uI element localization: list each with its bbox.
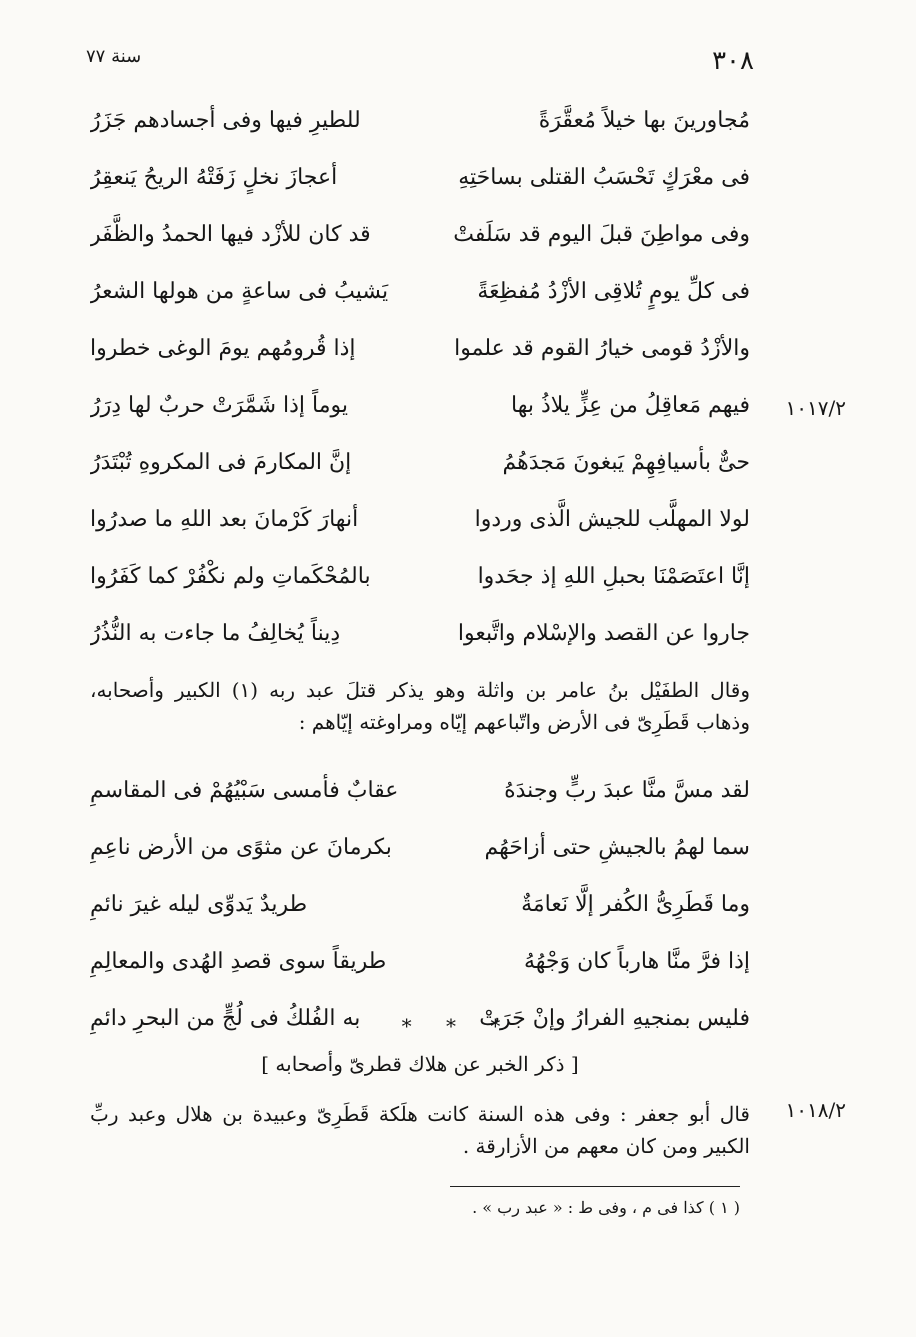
hemistich-first: حىٌّ بأسيافِهِمْ يَبغونَ مَجدَهُمُ (502, 450, 750, 475)
verse-line (90, 206, 750, 263)
hemistich-second: إنَّ المكارمَ فى المكروهِ تُبْتَدَرُ (90, 450, 352, 475)
verse-line (90, 434, 750, 491)
verse-line (90, 491, 750, 548)
verse-line (90, 876, 750, 933)
section-title: [ ذكر الخبر عن هلاك قطرىّ وأصحابه ] (261, 1052, 579, 1076)
year-header: سنة ٧٧ (86, 46, 142, 67)
poem-1 (90, 92, 750, 662)
hemistich-first: إذا فرَّ منَّا هارباً كان وَجْهُهُ (523, 949, 750, 974)
hemistich-first: فى كلِّ يومٍ تُلاقِى الأزْدُ مُفظِعَةً (477, 279, 750, 304)
hemistich-second: أنهارَ كَرْمانَ بعد اللهِ ما صدرُوا (90, 507, 359, 532)
hemistich-second: بكرمانَ عن مثوًى من الأرض ناعِمِ (90, 835, 392, 860)
final-paragraph (90, 1098, 750, 1162)
hemistich-first: لولا المهلَّب للجيش الَّذى وردوا (474, 507, 750, 532)
hemistich-first: وفى مواطِنَ قبلَ اليوم قد سَلَفتْ (453, 222, 750, 247)
hemistich-first: فى معْرَكٍ تَحْسَبُ القتلى بساحَتِهِ (458, 165, 750, 190)
page-number: ٣٠٨ (712, 46, 754, 76)
hemistich-first: سما لهمُ بالجيشِ حتى أزاحَهُم (484, 835, 750, 860)
verse-line (90, 377, 750, 434)
verse-line (90, 605, 750, 662)
hemistich-second: به الفُلكُ فى لُجٍّ من البحرِ دائمِ (90, 1006, 361, 1031)
verse-line (90, 263, 750, 320)
hemistich-second: يوماً إذا شَمَّرَتْ حربٌ لها دِرَرُ (90, 393, 349, 418)
hemistich-first: مُجاورينَ بها خيلاً مُعقَّرَةً (538, 108, 750, 133)
intro-paragraph (90, 674, 750, 738)
hemistich-second: دِيناً يُخالِفُ ما جاءت به النُّذُرُ (90, 621, 341, 646)
verse-line (90, 92, 750, 149)
hemistich-first: وما قَطَرِىُّ الكُفر إلَّا نَعامَةٌ (521, 892, 750, 917)
verse-line (90, 548, 750, 605)
verse-line (90, 933, 750, 990)
hemistich-second: بالمُحْكَماتِ ولم نكْفُرْ كما كَفَرُوا (90, 564, 371, 589)
section-separator: * * * (401, 1014, 515, 1038)
hemistich-first: والأزْدُ قومى خيارُ القوم قد علموا (454, 336, 750, 361)
hemistich-second: طريقاً سوى قصدِ الهُدى والمعالِمِ (90, 949, 387, 974)
poem-2 (90, 762, 750, 1047)
hemistich-second: طريدٌ يَدوِّى ليله غيرَ نائمِ (90, 892, 308, 917)
footnote-rule (450, 1186, 740, 1187)
margin-ref-1018: ١٠١٨/٢ (785, 1098, 846, 1122)
hemistich-first: لقد مسَّ منَّا عبدَ ربٍّ وجندَهُ (504, 778, 750, 803)
hemistich-first: فليس بمنجيهِ الفرارُ وإنْ جَرَتْ (479, 1006, 750, 1031)
intro-text: وقال الطفَيْل بنُ عامر بن واثلة وهو يذكر قتلَ عبد ربه (١) الكبير وأصحابه، وذهاب قَطَرِىّ فى الأرض واتّباعهم إيّاه ومراوغته إيّاهم : (90, 678, 751, 734)
hemistich-first: جاروا عن القصد والإسْلام واتَّبعوا (457, 621, 750, 646)
margin-ref-1017: ١٠١٧/٢ (785, 396, 846, 420)
verse-line (90, 762, 750, 819)
hemistich-second: إذا قُرومُهم يومَ الوغى خطروا (90, 336, 356, 361)
hemistich-second: عقابٌ فأمسى سَبْيُهُمْ فى المقاسمِ (90, 778, 399, 803)
hemistich-second: للطيرِ فيها وفى أجسادهم جَزَرُ (90, 108, 361, 133)
verse-line (90, 320, 750, 377)
hemistich-second: أعجازَ نخلٍ زَفَتْهُ الريحُ يَنعقِرُ (90, 165, 338, 190)
hemistich-first: فيهم مَعاقِلُ من عِزٍّ يلاذُ بها (511, 393, 750, 418)
verse-line (90, 819, 750, 876)
footnote: ( ١ ) كذا فى م ، وفى ط : « عبد رب » . (472, 1198, 740, 1217)
hemistich-second: قد كان للأزْد فيها الحمدُ والظَّفَر (90, 222, 371, 247)
hemistich-first: إنَّا اعتَصَمْنَا بحبلِ اللهِ إذ جحَدوا (477, 564, 750, 589)
final-text: قال أبو جعفر : وفى هذه السنة كانت هلَكة قَطَرِىّ وعبيدة بن هلال وعبد ربِّ الكبير ومن كان معهم من الأزارقة . (90, 1102, 750, 1158)
hemistich-second: يَشيبُ فى ساعةٍ من هولها الشعرُ (90, 279, 389, 304)
verse-line (90, 149, 750, 206)
